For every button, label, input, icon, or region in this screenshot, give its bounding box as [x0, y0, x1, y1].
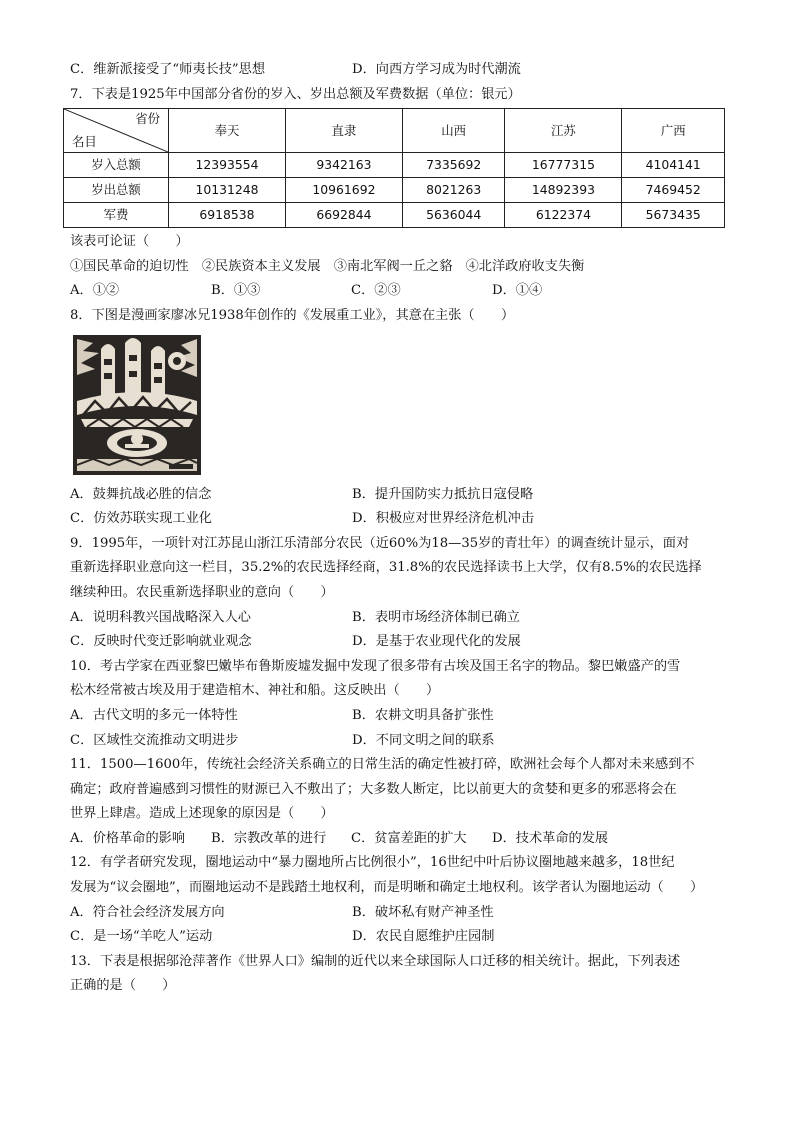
- table-row: [64, 153, 725, 178]
- q8-option-c: C．仿效苏联实现工业化: [70, 511, 212, 527]
- q11-line-1: 11．1500—1600年，传统社会经济关系确立的日常生活的确定性被打碎，欧洲社会每个人都对未来感到不: [70, 757, 695, 773]
- row-label: 岁出总额: [64, 178, 169, 203]
- table-cell: 5636044: [402, 203, 505, 228]
- q10-option-a: A．古代文明的多元一体特性: [70, 707, 238, 723]
- table-cell: 7335692: [402, 153, 505, 178]
- row-label: 岁入总额: [64, 153, 169, 178]
- q9-line-2: 重新选择职业意向这一栏目，35.2%的农民选择经商，31.8%的农民选择读书上大学，仅有8.5%的农民选择: [70, 560, 702, 576]
- table-cell: 6122374: [505, 203, 622, 228]
- table-row: [64, 203, 725, 228]
- q6-option-d: D．向西方学习成为时代潮流: [352, 62, 521, 77]
- province-header: 山西: [402, 109, 505, 153]
- q10-options-row-1: [70, 704, 730, 729]
- q7-items: ①国民革命的迫切性 ②民族资本主义发展 ③南北军阀一丘之貉 ④北洋政府收支失衡: [70, 258, 585, 274]
- q6-option-c: C．维新派接受了“师夷长技”思想: [70, 62, 266, 77]
- q12-option-d: D．农民自愿维护庄园制: [352, 929, 495, 945]
- table-cell: 6918538: [169, 203, 286, 228]
- q7-table: [63, 108, 725, 228]
- heavy-industry-cartoon: [73, 335, 201, 475]
- q7-options-row: [70, 279, 730, 304]
- q12-line-1: 12．有学者研究发现，圈地运动中“暴力圈地所占比例很小”，16世纪中叶后协议圈地越来越多，18世纪: [70, 855, 675, 871]
- table-cell: 7469452: [622, 178, 725, 203]
- q7-table-header: [64, 109, 725, 153]
- cartoon-image: [73, 335, 201, 475]
- table-cell: 10131248: [169, 178, 286, 203]
- table-cell: 10961692: [285, 178, 402, 203]
- q11-line-2: 确定；政府普遍感到习惯性的财源已入不敷出了；大多数人断定，比以前更大的贪婪和更多的邪恶将会在: [70, 781, 677, 797]
- q7-stem: 7．下表是1925年中国部分省份的岁入、岁出总额及军费数据（单位：银元）: [70, 86, 521, 102]
- q12-options-row-1: [70, 901, 730, 926]
- q7-option-c: C．②③: [351, 283, 401, 299]
- q11-line-3: 世界上肆虐。造成上述现象的原因是（ ）: [70, 806, 334, 822]
- province-header: 江苏: [505, 109, 622, 153]
- table-cell: 6692844: [285, 203, 402, 228]
- q12-option-c: C．是一场“羊吃人”运动: [70, 929, 213, 945]
- q13-line-2: 正确的是（ ）: [70, 978, 176, 994]
- q13-line-1: 13．下表是根据邬沧萍著作《世界人口》编制的近代以来全球国际人口迁移的相关统计。据此，下列表述: [70, 953, 681, 969]
- table-cell: 9342163: [285, 153, 402, 178]
- q7-question: 该表可论证（ ）: [70, 234, 189, 250]
- table-cell: 14892393: [505, 178, 622, 203]
- q10-line-1: 10．考古学家在西亚黎巴嫩毕布鲁斯废墟发掘中发现了很多带有古埃及国王名字的物品。黎巴嫩盛产的雪: [70, 658, 681, 674]
- q12-option-b: B．破坏私有财产神圣性: [352, 904, 494, 920]
- q11-option-d: D．技术革命的发展: [492, 830, 609, 846]
- q11-options-row: [70, 827, 730, 852]
- q8-stem: 8．下图是漫画家廖冰兄1938年创作的《发展重工业》，其意在主张（ ）: [70, 307, 515, 323]
- q9-options-row-2: [70, 630, 730, 655]
- row-label: 军费: [64, 203, 169, 228]
- q7-option-b: B．①③: [211, 283, 261, 299]
- q12-option-a: A．符合社会经济发展方向: [70, 904, 225, 920]
- q8-option-a: A．鼓舞抗战必胜的信念: [70, 486, 212, 502]
- province-header: 广西: [622, 109, 725, 153]
- q12-options-row-2: [70, 925, 730, 950]
- q8-options-row-1: [70, 483, 730, 508]
- q8-option-b: B．提升国防实力抵抗日寇侵略: [352, 486, 534, 502]
- q11-option-a: A．价格革命的影响: [70, 830, 186, 846]
- province-header: 奉天: [169, 109, 286, 153]
- table-cell: 16777315: [505, 153, 622, 178]
- table-cell: 8021263: [402, 178, 505, 203]
- province-header: 直隶: [285, 109, 402, 153]
- q10-options-row-2: [70, 729, 730, 754]
- corner-label-item: 名目: [72, 134, 97, 150]
- q11-option-b: B．宗教改革的进行: [211, 830, 327, 846]
- q11-option-c: C．贫富差距的扩大: [351, 830, 467, 846]
- q9-option-b: B．表明市场经济体制已确立: [352, 609, 520, 625]
- exam-page: [70, 58, 730, 999]
- q9-option-c: C．反映时代变迁影响就业观念: [70, 634, 252, 650]
- q9-option-a: A．说明科教兴国战略深入人心: [70, 609, 251, 625]
- q10-option-b: B．农耕文明具备扩张性: [352, 707, 494, 723]
- q8-options-row-2: [70, 507, 730, 532]
- q8-option-d: D．积极应对世界经济危机冲击: [352, 511, 535, 527]
- table-cell: 4104141: [622, 153, 725, 178]
- q12-line-2: 发展为“议会圈地”，而圈地运动不是践踏土地权利，而是明晰和确定土地权利。该学者认为圈地运动（ ）: [70, 880, 704, 896]
- q10-option-c: C．区域性交流推动文明进步: [70, 732, 239, 748]
- q7-option-d: D．①④: [492, 283, 543, 299]
- table-cell: 12393554: [169, 153, 286, 178]
- q9-option-d: D．是基于农业现代化的发展: [352, 634, 521, 650]
- q9-line-3: 继续种田。农民重新选择职业的意向（ ）: [70, 584, 334, 600]
- corner-label-province: 省份: [135, 111, 160, 127]
- q7-option-a: A．①②: [70, 283, 120, 299]
- q6-options-row: [70, 58, 730, 83]
- table-row: [64, 178, 725, 203]
- q10-option-d: D．不同文明之间的联系: [352, 732, 495, 748]
- q10-line-2: 松木经常被古埃及用于建造棺木、神社和船。这反映出（ ）: [70, 683, 440, 699]
- table-cell: 5673435: [622, 203, 725, 228]
- q7-table-corner: [64, 109, 169, 153]
- q9-options-row-1: [70, 606, 730, 631]
- q9-line-1: 9．1995年，一项针对江苏昆山浙江乐清部分农民（近60%为18—35岁的青壮年）的调查统计显示，面对: [70, 535, 690, 551]
